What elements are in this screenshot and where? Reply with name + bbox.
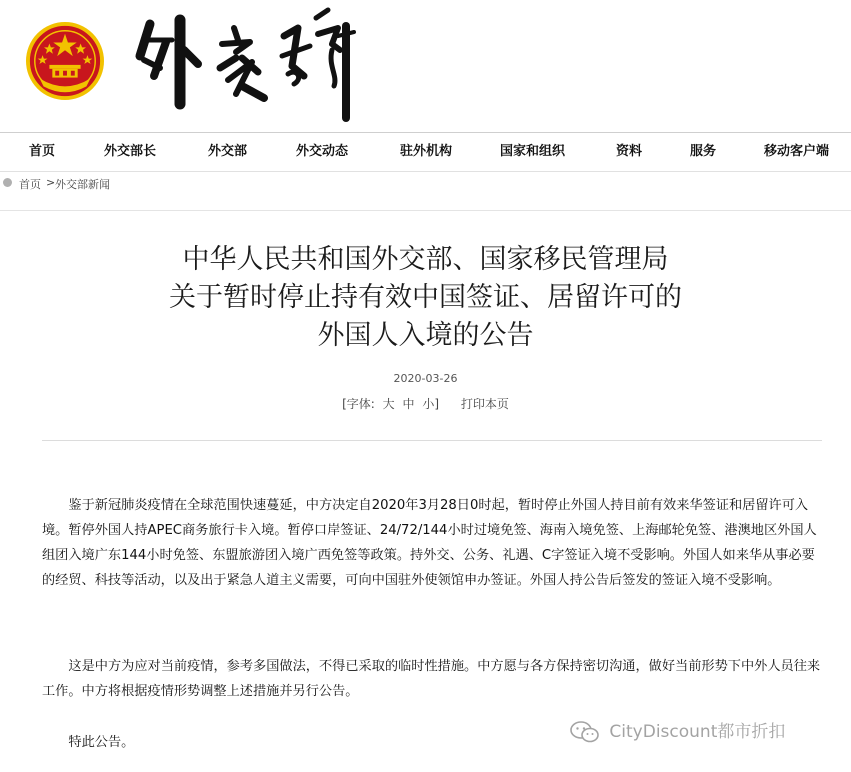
article-date: 2020-03-26 — [393, 372, 458, 385]
breadcrumb-current[interactable]: 外交部新闻 — [55, 178, 110, 191]
nav-item-news[interactable]: 外交动态 — [296, 144, 349, 159]
article-title — [0, 241, 851, 355]
font-size-medium[interactable]: 中 — [402, 397, 415, 411]
font-size-large[interactable]: 大 — [382, 397, 395, 411]
divider — [42, 440, 822, 441]
nav-item-countries[interactable]: 国家和组织 — [500, 144, 566, 159]
nav-item-services[interactable]: 服务 — [690, 144, 717, 159]
breadcrumb-separator: > — [46, 176, 56, 189]
nav-item-ministry[interactable]: 外交部 — [208, 144, 248, 159]
article-paragraph-1: 鉴于新冠肺炎疫情在全球范围快速蔓延，中方决定自2020年3月28日0时起，暂时停止外国人持目前有效来华签证和居留许可入境。暂停外国人持APEC商务旅行卡入境。暂停口岸签证、24/72/144小时过境免签、海南入境免签、上海邮轮免签、港澳地区外国人组团入境广东144小时免签、东盟旅游团入境广西免签等政策。持外交、公务、礼遇、C字签证入境不受影响。外国人如来华从事必要的经贸、科技等活动，以及出于紧急人道主义需要，可向中国驻外使领馆申办签证。外国人持公告后签发的签证入境不受影响。 — [42, 498, 817, 588]
nav-item-mobile[interactable]: 移动客户端 — [764, 144, 830, 159]
nav-item-missions[interactable]: 驻外机构 — [400, 144, 453, 159]
location-icon — [3, 178, 12, 187]
breadcrumb — [0, 172, 851, 194]
print-link[interactable]: 打印本页 — [460, 397, 509, 411]
wechat-icon — [570, 721, 600, 743]
title-line-1: 中华人民共和国外交部、国家移民管理局 — [182, 244, 669, 275]
article-container — [0, 210, 851, 772]
nav-item-minister[interactable]: 外交部长 — [104, 144, 157, 159]
watermark — [570, 717, 785, 751]
font-size-small[interactable]: 小] — [422, 397, 440, 411]
watermark-text: CityDiscount都市折扣 — [609, 722, 786, 742]
nav-item-resources[interactable]: 资料 — [616, 144, 643, 159]
breadcrumb-home[interactable]: 首页 — [19, 178, 41, 191]
article-paragraph-3: 特此公告。 — [68, 735, 135, 750]
article-tools — [0, 395, 851, 412]
nav-item-home[interactable]: 首页 — [29, 144, 56, 159]
site-header — [0, 0, 851, 132]
font-size-label: [字体: — [342, 397, 375, 411]
title-line-3: 外国人入境的公告 — [317, 320, 534, 351]
main-nav — [0, 132, 851, 172]
national-emblem-icon[interactable] — [26, 22, 104, 100]
ministry-calligraphy-logo[interactable] — [132, 6, 362, 124]
title-line-2: 关于暂时停止持有效中国签证、居留许可的 — [169, 282, 682, 313]
article-paragraph-2: 这是中方为应对当前疫情，参考多国做法，不得已采取的临时性措施。中方愿与各方保持密切沟通，做好当前形势下中外人员往来工作。中方将根据疫情形势调整上述措施并另行公告。 — [42, 659, 821, 699]
